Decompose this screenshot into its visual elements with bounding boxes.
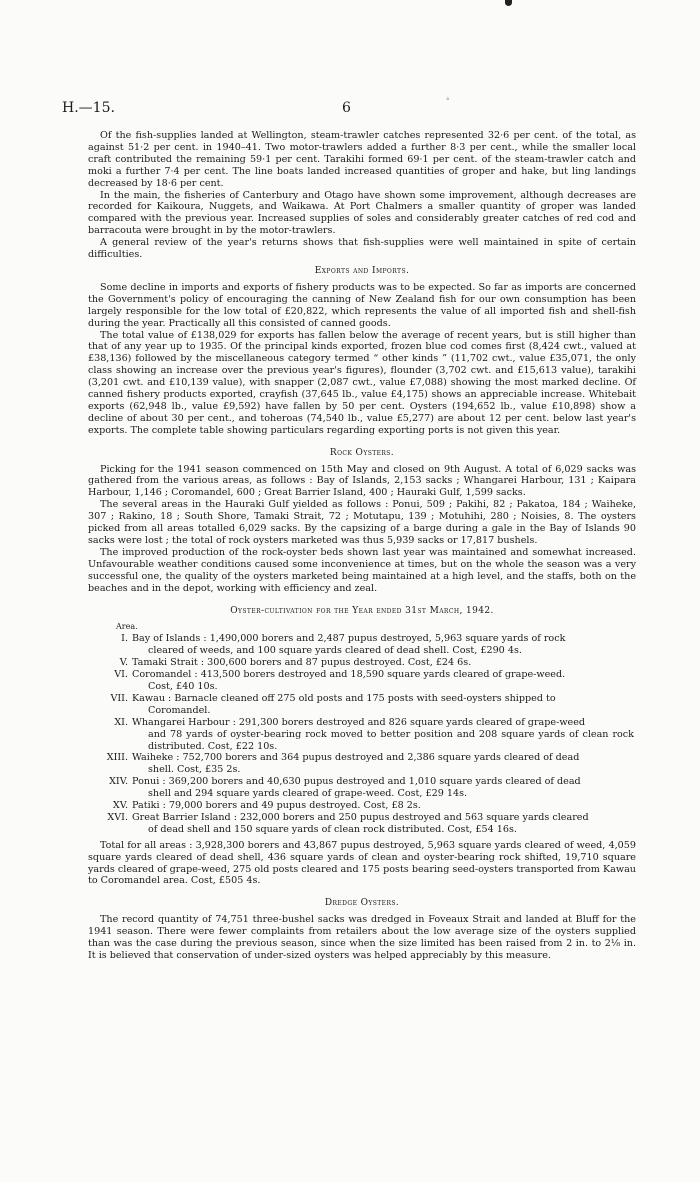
section-heading-cultivation	[88, 606, 636, 618]
document-body	[88, 130, 636, 962]
section-heading-text: Dredge Oysters.	[324, 898, 400, 909]
paragraph: Some decline in imports and exports of fishery products was to be expected. So far as imports are concerned the Government's policy of encouraging the canning of New Zealand fish for our own consumption has been largely responsible for the low total of £20,822, which represents the value of all imported fish and shell-fish during the year. Practically all this consisted of canned goods.	[88, 281, 636, 329]
area-number: XIV.	[109, 776, 128, 788]
area-entry	[88, 800, 636, 812]
section-heading-dredge-oysters	[88, 898, 636, 910]
area-entry	[88, 812, 636, 836]
area-number: VII.	[110, 692, 128, 704]
area-entry	[88, 693, 636, 717]
area-text-first: Great Barrier Island : 232,000 borers and 250 pupus destroyed and 563 square yards cleared	[132, 811, 589, 823]
area-text-rest: and 78 yards of oyster-bearing rock moved to better position and 208 square yards of clean rock distributed. Cost, £22 10s.	[148, 728, 634, 752]
area-text	[132, 669, 636, 693]
area-entry	[88, 657, 636, 669]
section-heading-rock-oysters	[88, 448, 636, 460]
scan-speck	[505, 0, 512, 6]
paragraph: The record quantity of 74,751 three-bushel sacks was dredged in Foveaux Strait and landed at Bluff for the 1941 season. There were fewer complaints from retailers about the low average size of the oysters supplied than was the case during the previous season, since when the size limited has been raised from 2 in. to 2⅛ in. It is believed that conservation of under-sized oysters was helped appreciably by this measure.	[88, 914, 636, 961]
area-text-rest: shell. Cost, £35 2s.	[148, 764, 241, 776]
area-entry	[88, 717, 636, 753]
area-text-first: Ponui : 369,200 borers and 40,630 pupus destroyed and 1,010 square yards cleared of dead	[132, 776, 581, 788]
area-text-first: Patiki : 79,000 borers and 49 pupus destroyed. Cost, £8 2s.	[132, 800, 421, 812]
area-number: V.	[119, 657, 128, 669]
paragraph-total: Total for all areas : 3,928,300 borers and 43,867 pupus destroyed, 5,963 square yards cleared of weed, 4,059 square yards cleared of dead shell, 436 square yards of clean and oyster-bearing rock shifted, 19,710 square yards cleared of grape-weed, 275 old posts cleared and 175 posts bearing seed-oysters transported from Kawau to Coromandel area. Cost, £505 4s.	[88, 839, 636, 887]
page-header	[62, 100, 642, 120]
area-text	[132, 800, 636, 812]
area-entry	[88, 669, 636, 693]
area-text-first: Kawau : Barnacle cleaned off 275 old posts and 175 posts with seed-oysters shipped to	[132, 692, 556, 704]
area-entry	[88, 633, 636, 657]
area-text	[132, 812, 636, 836]
area-number: XI.	[114, 716, 128, 728]
page-number: 6	[342, 100, 351, 116]
area-text-first: Coromandel : 413,500 borers destroyed and 18,590 square yards cleared of grape-weed.	[132, 669, 566, 681]
area-text	[132, 752, 636, 776]
area-text-first: Bay of Islands : 1,490,000 borers and 2,487 pupus destroyed, 5,963 square yards of rock	[132, 633, 566, 645]
section-heading-text: Exports and Imports.	[314, 265, 410, 276]
scan-mark: °	[446, 97, 450, 105]
paragraph: In the main, the fisheries of Canterbury and Otago have shown some improvement, although decreases are recorded for Kaikoura, Nuggets, and Waikawa. At Port Chalmers a smaller quantity of groper was landed compared with the previous year. Increased supplies of soles and considerably greater catches of red cod and barracouta were brought in by the motor-trawlers.	[88, 189, 636, 237]
area-text	[132, 657, 636, 669]
area-text	[132, 693, 636, 717]
area-text-first: Waiheke : 752,700 borers and 364 pupus destroyed and 2,386 square yards cleared of dead	[132, 752, 580, 764]
area-text-rest: Cost, £40 10s.	[148, 680, 218, 692]
area-number: VI.	[114, 669, 128, 681]
area-number: XV.	[112, 800, 128, 812]
section-heading-text: Rock Oysters.	[329, 447, 395, 458]
area-text-rest: of dead shell and 150 square yards of clean rock distributed. Cost, £54 16s.	[148, 823, 517, 835]
area-number: I.	[121, 633, 128, 645]
area-text-first: Whangarei Harbour : 291,300 borers destroyed and 826 square yards cleared of grape-weed	[132, 716, 586, 728]
area-entry	[88, 752, 636, 776]
paragraph: A general review of the year's returns shows that fish-supplies were well maintained in spite of certain difficulties.	[88, 237, 636, 261]
area-column-label: Area.	[116, 622, 138, 632]
area-text	[132, 633, 636, 657]
section-heading-text: Oyster-cultivation for the Year ended 31st March, 1942.	[230, 605, 494, 616]
paragraph: The improved production of the rock-oyster beds shown last year was maintained and somewhat increased. Unfavourable weather conditions caused some inconvenience at times, but on the whole the season was a very successful one, the quality of the oysters marketed being maintained at a high level, and the staffs, both on the beaches and in the depot, working with efficiency and zeal.	[88, 546, 636, 594]
section-heading-exports	[88, 266, 636, 278]
document-reference: H.—15.	[62, 100, 115, 116]
area-text-rest: Coromandel.	[148, 704, 211, 716]
area-entry	[88, 776, 636, 800]
area-number: XIII.	[106, 752, 128, 764]
paragraph: Picking for the 1941 season commenced on 15th May and closed on 9th August. A total of 6,029 sacks was gathered from the various areas, as follows : Bay of Islands, 2,153 sacks ; Whangarei Harbour, 131 ; Kaipara Harbour, 1,146 ; Coromandel, 600 ; Great Barrier Island, 400 ; Hauraki Gulf, 1,599 sacks.	[88, 463, 636, 499]
area-text	[132, 717, 636, 753]
paragraph: Of the fish-supplies landed at Wellington, steam-trawler catches represented 32·6 per cent. of the total, as against 51·2 per cent. in 1940–41. Two motor-trawlers added a further 8·3 per cent., while the smaller local craft contributed the remaining 59·1 per cent. Tarakihi formed 69·1 per cent. of the steam-trawler catch and moki a further 7·4 per cent. The line boats landed increased quantities of groper and hake, but ling landings decreased by 18·6 per cent.	[88, 130, 636, 189]
paragraph: The total value of £138,029 for exports has fallen below the average of recent years, but is still higher than that of any year up to 1935. Of the principal kinds exported, frozen blue cod comes first (8,424 cwt., valued at £38,136) followed by the miscellaneous category termed “ other kinds ” (11,702 cwt., value £35,071, the only class showing an increase over the previous year's figures), flounder (3,702 cwt. and £15,613 value), tarakihi (3,201 cwt. and £10,139 value), with snapper (2,087 cwt., value £7,088) showing the most marked decline. Of canned fishery products exported, crayfish (37,645 lb., value £4,175) shows an appreciable increase. Whitebait exports (62,948 lb., value £9,592) have fallen by 50 per cent. Oysters (194,652 lb., value £10,898) show a decline of about 30 per cent., and toheroas (74,540 lb., value £5,277) are about 12 per cent. below last year's exports. The complete table showing particulars regarding exporting ports is not given this year.	[88, 329, 636, 436]
area-text	[132, 776, 636, 800]
area-text-rest: shell and 294 square yards cleared of grape-weed. Cost, £29 14s.	[148, 788, 468, 800]
area-number: XVI.	[107, 811, 128, 823]
paragraph: The several areas in the Hauraki Gulf yielded as follows : Ponui, 509 ; Pakihi, 82 ; Pakatoa, 184 ; Waiheke, 307 ; Rakino, 18 ; South Shore, Tamaki Strait, 72 ; Motutapu, 139 ; Motuhihi, 280 ; Noisies, 8. The oysters picked from all areas totalled 6,029 sacks. By the capsizing of a barge during a gale in the Bay of Islands 90 sacks were lost ; the total of rock oysters marketed was thus 5,939 sacks or 17,817 bushels.	[88, 499, 636, 546]
area-text-rest: cleared of weeds, and 100 square yards cleared of dead shell. Cost, £290 4s.	[148, 645, 522, 657]
area-text-first: Tamaki Strait : 300,600 borers and 87 pupus destroyed. Cost, £24 6s.	[132, 657, 472, 669]
